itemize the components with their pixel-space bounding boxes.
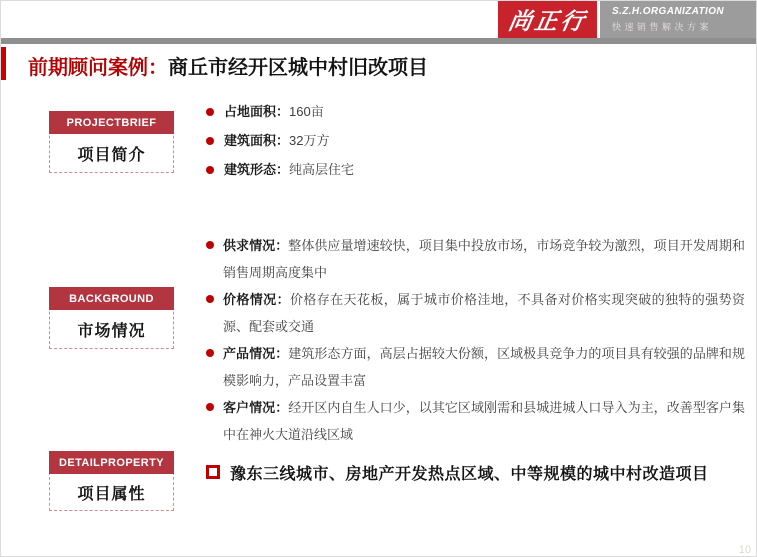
- section-label: 项目简介: [77, 146, 146, 164]
- section-tag: PROJECTBRIEF: [49, 111, 174, 134]
- bullet-dot-icon: [206, 108, 214, 116]
- section-label: 市场情况: [77, 322, 146, 340]
- brand-logo: [498, 1, 597, 38]
- section-box-background: [49, 287, 174, 349]
- bullet-label: 客户情况：: [223, 400, 289, 415]
- bullet-label: 产品情况：: [223, 346, 289, 361]
- bullet-label: 占地面积：: [224, 104, 290, 119]
- section-box-project-brief: [49, 111, 174, 173]
- bullet-text: 整体供应量增速较快，项目集中投放市场，市场竞争较为激烈，项目开发周期和销售周期高度集中: [223, 238, 745, 280]
- bullet-text: 价格存在天花板，属于城市价格洼地，不具备对价格实现突破的独特的强势资源、配套或交通: [223, 292, 745, 334]
- section-label: 项目属性: [77, 485, 146, 503]
- header-divider-bar: [1, 38, 757, 44]
- page-title-text: 商丘市经开区城中村旧改项目: [168, 57, 428, 79]
- list-item: [206, 163, 354, 177]
- bullet-text: 160亩: [289, 104, 324, 119]
- list-item: [206, 340, 745, 394]
- brand-logo-text: 尚正行: [505, 8, 589, 34]
- list-item: [206, 105, 354, 119]
- bullet-dot-icon: [206, 349, 214, 357]
- bullet-text: 经开区内自生人口少，以其它区域刚需和县城进城人口导入为主，改善型客户集中在神火大道沿线区域: [223, 400, 745, 442]
- project-brief-list: [206, 105, 354, 192]
- page-title: [28, 51, 428, 80]
- list-item: [206, 286, 745, 340]
- bullet-text: 32万方: [289, 133, 330, 148]
- property-summary: [206, 461, 709, 484]
- bullet-label: 价格情况：: [223, 292, 290, 307]
- org-info-box: [600, 1, 757, 38]
- list-item: [206, 232, 745, 286]
- title-accent-bar: [1, 47, 6, 80]
- square-bullet-icon: [206, 465, 220, 479]
- page-title-label: 前期顾问案例：: [28, 57, 168, 79]
- bullet-text: 纯高层住宅: [289, 162, 355, 177]
- bullet-dot-icon: [206, 403, 214, 411]
- org-tagline: 快速销售解决方案: [612, 22, 713, 32]
- bullet-label: 建筑形态：: [224, 162, 290, 177]
- org-name: S.Z.H.ORGANIZATION: [612, 6, 725, 17]
- bullet-dot-icon: [206, 166, 214, 174]
- bullet-dot-icon: [206, 137, 214, 145]
- page-number: 10: [738, 544, 751, 556]
- section-box-detail-property: [49, 451, 174, 511]
- bullet-dot-icon: [206, 295, 214, 303]
- bullet-label: 建筑面积：: [224, 133, 290, 148]
- bullet-dot-icon: [206, 241, 214, 249]
- section-tag: BACKGROUND: [49, 287, 174, 310]
- list-item: [206, 394, 745, 448]
- property-summary-text: 豫东三线城市、房地产开发热点区域、中等规模的城中村改造项目: [230, 466, 709, 483]
- section-tag: DETAILPROPERTY: [49, 451, 174, 474]
- bullet-label: 供求情况：: [223, 238, 289, 253]
- market-situation-list: [206, 232, 746, 448]
- bullet-text: 建筑形态方面，高层占据较大份额，区域极具竞争力的项目具有较强的品牌和规模影响力，产品设置丰富: [223, 346, 745, 388]
- list-item: [206, 134, 354, 148]
